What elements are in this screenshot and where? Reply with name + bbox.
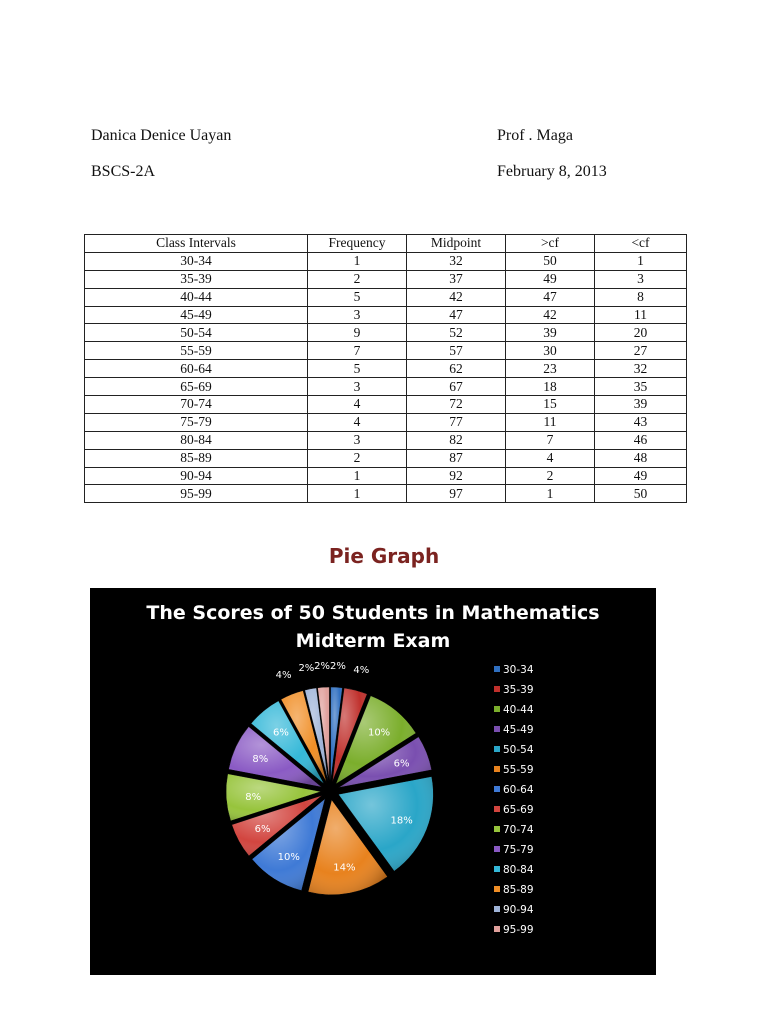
table-header-row — [85, 235, 687, 253]
legend-swatch — [494, 706, 500, 712]
table-cell: 23 — [506, 360, 595, 378]
table-cell: 2 — [506, 467, 595, 485]
table-cell: 43 — [595, 413, 687, 431]
pie-slice-label: 2% — [298, 663, 315, 675]
legend-label: 50-54 — [503, 744, 534, 756]
table-cell: 50-54 — [85, 324, 308, 342]
legend-item — [494, 884, 534, 896]
table-row — [85, 378, 687, 396]
legend-swatch — [494, 686, 500, 692]
column-header: Frequency — [308, 235, 407, 253]
table-cell: 7 — [506, 431, 595, 449]
table-row — [85, 324, 687, 342]
table-cell: 70-74 — [85, 396, 308, 414]
section-label: BSCS-2A — [91, 163, 156, 180]
table-cell: 67 — [407, 378, 506, 396]
table-cell: 75-79 — [85, 413, 308, 431]
column-header: Midpoint — [407, 235, 506, 253]
table-cell: 4 — [308, 396, 407, 414]
table-cell: 9 — [308, 324, 407, 342]
legend-item — [494, 824, 534, 836]
table-cell: 30 — [506, 342, 595, 360]
table-cell: 2 — [308, 449, 407, 467]
legend-swatch — [494, 726, 500, 732]
legend-item — [494, 724, 534, 736]
legend-label: 85-89 — [503, 884, 534, 896]
table-cell: 2 — [308, 270, 407, 288]
table-cell: 27 — [595, 342, 687, 360]
pie-chart-canvas — [90, 588, 656, 975]
pie-slice-label: 14% — [333, 862, 356, 874]
table-cell: 62 — [407, 360, 506, 378]
table-cell: 50 — [506, 252, 595, 270]
legend-swatch — [494, 926, 500, 932]
table-cell: 87 — [407, 449, 506, 467]
table-row — [85, 449, 687, 467]
legend-item — [494, 784, 534, 796]
table-row — [85, 467, 687, 485]
legend-label: 70-74 — [503, 824, 534, 836]
pie-slice-label: 6% — [254, 824, 271, 836]
table-cell: 1 — [506, 485, 595, 503]
legend-swatch — [494, 906, 500, 912]
chart-title-line-1: The Scores of 50 Students in Mathematics — [146, 602, 600, 624]
table-row — [85, 431, 687, 449]
table-cell: 95-99 — [85, 485, 308, 503]
pie-slice-label: 6% — [272, 727, 289, 739]
table-cell: 39 — [506, 324, 595, 342]
table-cell: 35 — [595, 378, 687, 396]
table-cell: 45-49 — [85, 306, 308, 324]
legend-label: 60-64 — [503, 784, 534, 796]
legend-item — [494, 764, 534, 776]
table-row — [85, 413, 687, 431]
table-row — [85, 342, 687, 360]
table-cell: 72 — [407, 396, 506, 414]
table-cell: 18 — [506, 378, 595, 396]
chart-legend — [494, 664, 534, 936]
table-cell: 46 — [595, 431, 687, 449]
table-cell: 49 — [595, 467, 687, 485]
legend-label: 40-44 — [503, 704, 534, 716]
table-cell: 40-44 — [85, 288, 308, 306]
document-date: February 8, 2013 — [497, 163, 607, 180]
table-cell: 8 — [595, 288, 687, 306]
table-cell: 3 — [308, 306, 407, 324]
table-cell: 5 — [308, 288, 407, 306]
table-cell: 90-94 — [85, 467, 308, 485]
pie-slice-label: 8% — [252, 754, 269, 766]
legend-item — [494, 664, 534, 676]
legend-label: 90-94 — [503, 904, 534, 916]
table-row — [85, 485, 687, 503]
legend-label: 45-49 — [503, 724, 534, 736]
legend-swatch — [494, 666, 500, 672]
pie-chart — [90, 588, 656, 975]
legend-item — [494, 704, 534, 716]
table-cell: 7 — [308, 342, 407, 360]
legend-item — [494, 844, 534, 856]
table-cell: 1 — [308, 467, 407, 485]
legend-item — [494, 904, 534, 916]
legend-item — [494, 684, 534, 696]
table-row — [85, 252, 687, 270]
pie-slice-label: 4% — [275, 669, 292, 681]
table-cell: 5 — [308, 360, 407, 378]
legend-item — [494, 804, 534, 816]
table-cell: 49 — [506, 270, 595, 288]
pie-slice-label: 2% — [329, 661, 346, 673]
table-cell: 30-34 — [85, 252, 308, 270]
table-cell: 92 — [407, 467, 506, 485]
table-cell: 1 — [308, 485, 407, 503]
legend-swatch — [494, 806, 500, 812]
legend-item — [494, 924, 534, 936]
table-row — [85, 306, 687, 324]
legend-swatch — [494, 746, 500, 752]
pie-slice-label: 6% — [393, 758, 410, 770]
legend-swatch — [494, 846, 500, 852]
table-cell: 39 — [595, 396, 687, 414]
table-cell: 35-39 — [85, 270, 308, 288]
table-cell: 3 — [308, 431, 407, 449]
table-cell: 1 — [308, 252, 407, 270]
frequency-table — [84, 234, 687, 503]
pie-slice-label: 4% — [353, 664, 370, 676]
table-cell: 85-89 — [85, 449, 308, 467]
table-cell: 82 — [407, 431, 506, 449]
table-cell: 4 — [308, 413, 407, 431]
chart-title-line-2: Midterm Exam — [295, 630, 451, 652]
table-cell: 15 — [506, 396, 595, 414]
table-row — [85, 360, 687, 378]
table-cell: 65-69 — [85, 378, 308, 396]
legend-swatch — [494, 766, 500, 772]
legend-label: 80-84 — [503, 864, 534, 876]
table-cell: 37 — [407, 270, 506, 288]
professor-name: Prof . Maga — [497, 127, 573, 144]
table-cell: 48 — [595, 449, 687, 467]
table-cell: 11 — [506, 413, 595, 431]
table-cell: 80-84 — [85, 431, 308, 449]
table-cell: 11 — [595, 306, 687, 324]
table-cell: 47 — [506, 288, 595, 306]
legend-label: 95-99 — [503, 924, 534, 936]
table-row — [85, 288, 687, 306]
table-cell: 47 — [407, 306, 506, 324]
table-cell: 4 — [506, 449, 595, 467]
legend-label: 75-79 — [503, 844, 534, 856]
table-cell: 55-59 — [85, 342, 308, 360]
table-cell: 1 — [595, 252, 687, 270]
table-cell: 32 — [595, 360, 687, 378]
table-cell: 77 — [407, 413, 506, 431]
pie-slice-label: 8% — [245, 791, 262, 803]
legend-label: 65-69 — [503, 804, 534, 816]
pie-slice-label: 2% — [314, 661, 331, 673]
table-cell: 42 — [506, 306, 595, 324]
table-cell: 50 — [595, 485, 687, 503]
legend-item — [494, 744, 534, 756]
legend-swatch — [494, 826, 500, 832]
table-cell: 57 — [407, 342, 506, 360]
column-header: Class Intervals — [85, 235, 308, 253]
table-cell: 32 — [407, 252, 506, 270]
legend-label: 55-59 — [503, 764, 534, 776]
table-cell: 60-64 — [85, 360, 308, 378]
legend-item — [494, 864, 534, 876]
table-cell: 52 — [407, 324, 506, 342]
table-cell: 42 — [407, 288, 506, 306]
legend-swatch — [494, 886, 500, 892]
pie-graph-heading: Pie Graph — [328, 544, 440, 568]
table-row — [85, 270, 687, 288]
table-cell: 97 — [407, 485, 506, 503]
table-cell: 20 — [595, 324, 687, 342]
pie-slice-label: 10% — [367, 727, 391, 739]
table-cell: 3 — [308, 378, 407, 396]
legend-swatch — [494, 866, 500, 872]
table-cell: 3 — [595, 270, 687, 288]
column-header: <cf — [595, 235, 687, 253]
pie-slice-label: 10% — [277, 852, 300, 864]
table-row — [85, 396, 687, 414]
legend-swatch — [494, 786, 500, 792]
legend-label: 30-34 — [503, 664, 534, 676]
student-name: Danica Denice Uayan — [91, 127, 232, 144]
legend-label: 35-39 — [503, 684, 534, 696]
column-header: >cf — [506, 235, 595, 253]
pie-slice-label: 18% — [390, 815, 413, 827]
